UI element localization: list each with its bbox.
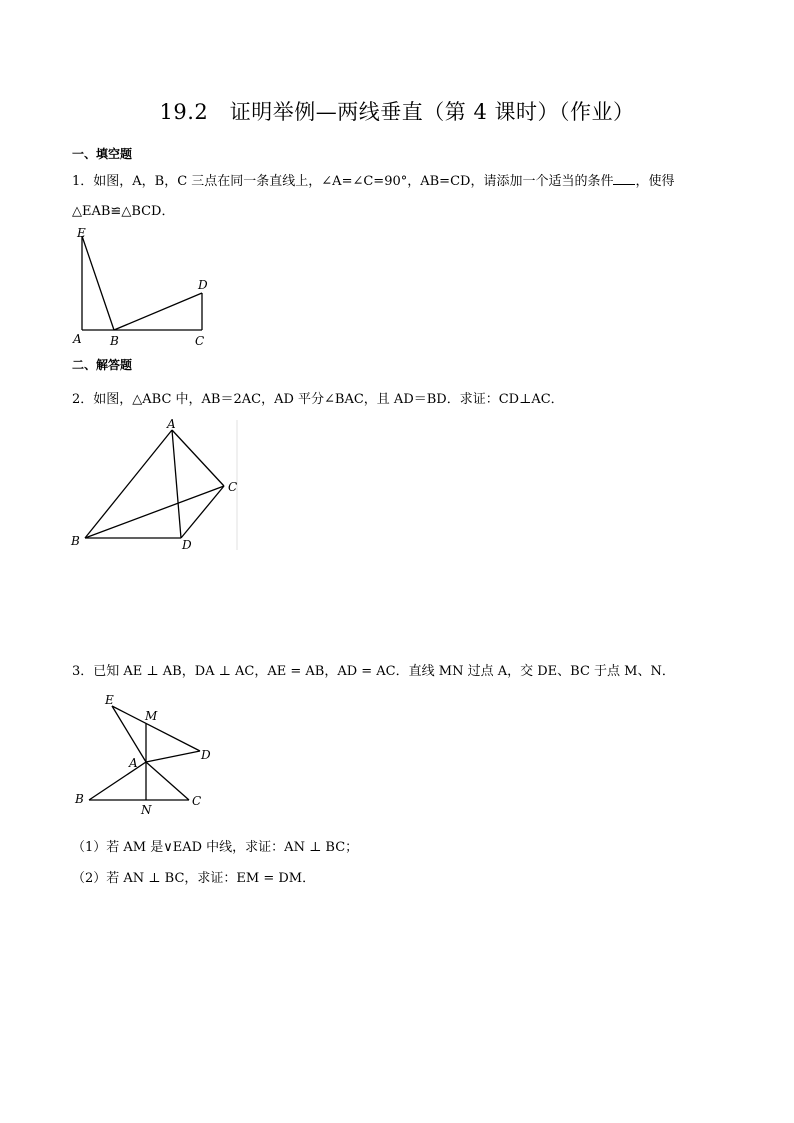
point-label-c: C (195, 334, 205, 348)
point-label-c: C (192, 794, 202, 808)
segment-ad (146, 751, 200, 762)
point-label-a: A (167, 417, 176, 431)
segment-eb (82, 236, 114, 330)
segment-ac (172, 430, 224, 486)
segment-bd (114, 293, 202, 330)
question-1-line-2: △EAB≌△BCD． (72, 204, 175, 219)
answer-blank (613, 172, 635, 185)
question-2-text: 2．如图，△ABC 中，AB＝2AC，AD 平分∠BAC，且 AD＝BD．求证：CD⊥AC． (72, 392, 564, 407)
figure-3 (70, 690, 220, 820)
point-label-e: E (77, 226, 86, 240)
section-heading-fill-in: 一、填空题 (72, 147, 133, 161)
point-label-b: B (71, 534, 80, 548)
question-1-text: 1．如图，A，B，C 三点在同一条直线上，∠A=∠C=90°，AB=CD，请添加一个适当的条件 (72, 174, 614, 189)
segment-ad (172, 430, 181, 538)
point-label-d: D (201, 748, 211, 762)
point-label-a: A (73, 332, 82, 346)
point-label-b: B (110, 334, 119, 348)
question-1-text-end: ，使得 (635, 174, 675, 189)
section-heading-answer: 二、解答题 (72, 358, 133, 372)
point-label-m: M (145, 709, 158, 723)
point-label-d: D (182, 538, 192, 552)
page-title: 19.2 证明举例—两线垂直（第 4 课时）（作业） (159, 100, 635, 124)
question-1-line-1 (72, 170, 674, 189)
point-label-n: N (141, 803, 152, 817)
figure-1 (68, 222, 218, 350)
figure-2 (64, 414, 248, 556)
point-label-e: E (105, 693, 114, 707)
point-label-d: D (198, 278, 208, 292)
question-3-part-2: （2）若 AN ⊥ BC，求证：EM = DM． (72, 871, 316, 886)
question-3-text: 3．已知 AE ⊥ AB，DA ⊥ AC，AE = AB，AD = AC．直线 MN 过点 A，交 DE、BC 于点 M、N． (72, 664, 675, 679)
point-label-a: A (129, 756, 138, 770)
point-label-c: C (228, 480, 238, 494)
segment-ac (146, 762, 189, 800)
question-3-part-1: （1）若 AM 是∨EAD 中线，求证：AN ⊥ BC； (72, 840, 359, 855)
point-label-b: B (75, 792, 84, 806)
